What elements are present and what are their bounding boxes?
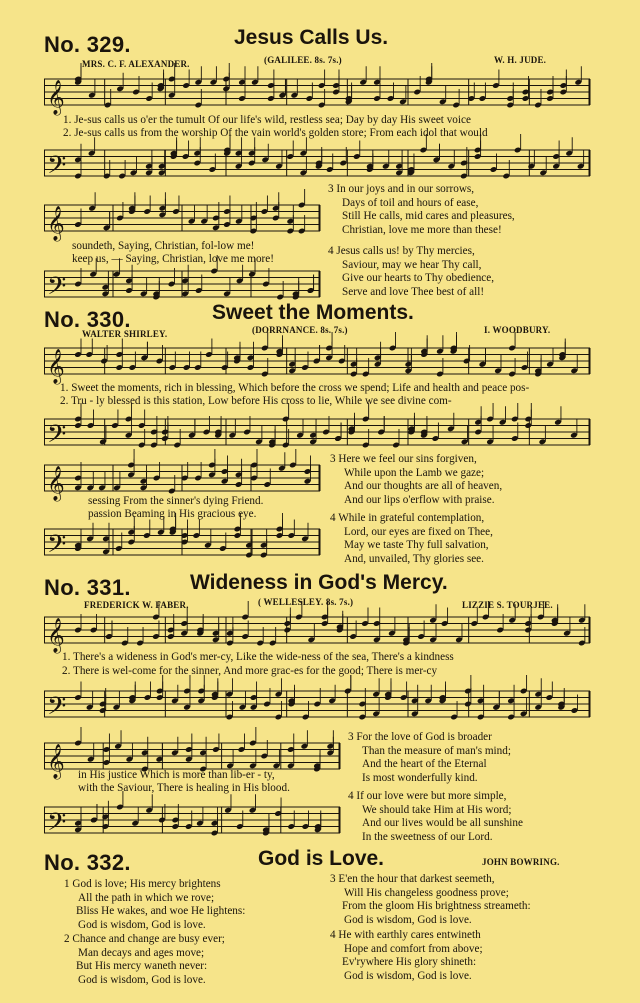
hymn-332-title: God is Love. <box>258 847 385 870</box>
hymn-332-composer: JOHN BOWRING. <box>482 857 560 867</box>
svg-text:𝄞: 𝄞 <box>47 744 65 779</box>
verse-line: God is wisdom, God is love. <box>344 969 472 982</box>
svg-text:𝄢: 𝄢 <box>47 808 67 843</box>
verse-line: Days of toil and hours of ease, <box>342 196 479 209</box>
hymn-331-lyric-line-4: with the Saviour, There is healing in His blood. <box>78 782 290 794</box>
hymn-332-verse-1 <box>64 878 245 932</box>
hymn-331-author: FREDERICK W. FABER. <box>84 600 189 610</box>
hymn-330-composer: I. WOODBURY. <box>484 325 551 335</box>
verse-line: 2 Chance and change are busy ever; <box>64 933 225 945</box>
hymn-329-staff-1 <box>44 74 590 115</box>
svg-text:𝄞: 𝄞 <box>47 466 65 501</box>
verse-line: But His mercy waneth never: <box>76 960 208 972</box>
hymn-329-lyric-line-1: 1. Je-sus calls us o'er the tumult Of our life's wild, restless sea; Day by day His sweet voice <box>63 114 471 126</box>
verse-line: Than the measure of man's mind; <box>362 744 511 757</box>
hymn-330-lyric-line-1: 1. Sweet the moments, rich in blessing, Which before the cross we spend; Life and health and peace pos- <box>60 382 530 394</box>
hymn-330-verse-3 <box>330 453 502 507</box>
hymn-331-number: No. 331. <box>44 575 131 600</box>
verse-line: Saviour, may we hear Thy call, <box>342 258 482 271</box>
svg-text:𝄢: 𝄢 <box>47 692 67 727</box>
verse-line: Lord, our eyes are fixed on Thee, <box>344 525 493 538</box>
hymn-330-staff-2 <box>44 414 590 455</box>
verse-line: Bliss He wakes, and woe He lightens: <box>76 905 246 917</box>
hymn-330-lyric-line-2: 2. Tru - ly blessed is this station, Low before His cross to lie, While we see divine com- <box>60 395 452 407</box>
verse-line: From the gloom His brightness streameth: <box>342 900 531 912</box>
verse-line: 4 Jesus calls us! by Thy mercies, <box>328 245 475 257</box>
hymn-329-lyric-line-4: keep us, — Saying, Christian, love me more! <box>72 253 274 265</box>
verse-line: And our thoughts are all of heaven, <box>344 480 503 492</box>
svg-text:𝄢: 𝄢 <box>47 272 67 307</box>
hymn-329-number: No. 329. <box>44 32 131 57</box>
svg-text:𝄢: 𝄢 <box>47 530 67 565</box>
verse-line: Man decays and ages move; <box>78 946 205 959</box>
hymn-330-title: Sweet the Moments. <box>212 301 414 324</box>
hymn-329-composer: W. H. JUDE. <box>494 55 547 65</box>
verse-line: 3 In our joys and in our sorrows, <box>328 183 475 195</box>
verse-line: 3 Here we feel our sins forgiven, <box>330 453 477 465</box>
svg-text:𝄞: 𝄞 <box>47 206 65 241</box>
hymn-332-verse-3 <box>330 873 531 927</box>
svg-text:𝄞: 𝄞 <box>47 349 65 384</box>
verse-line: 4 If our love were but more simple, <box>348 790 507 802</box>
verse-line: 1 God is love; His mercy brightens <box>64 878 221 890</box>
verse-line: And our lives would be all sunshine <box>362 817 523 829</box>
hymn-330-staff-4 <box>44 524 320 565</box>
hymn-330-staff-1 <box>44 343 590 384</box>
hymn-330-author: WALTER SHIRLEY. <box>82 329 168 339</box>
hymn-329-author: MRS. C. F. ALEXANDER. <box>82 59 190 69</box>
hymn-332-number: No. 332. <box>44 850 131 875</box>
hymn-332-verse-2 <box>64 933 225 987</box>
hymn-330-lyric-line-4: passion Beaming in His gracious eye. <box>88 508 257 520</box>
verse-line: And, unvailed, Thy glories see. <box>344 552 484 565</box>
hymn-331-staff-2 <box>44 686 590 727</box>
verse-line: Hope and comfort from above; <box>344 942 483 955</box>
hymn-329-staff-4 <box>44 266 320 307</box>
svg-text:𝄢: 𝄢 <box>47 420 67 455</box>
verse-line: God is wisdom, God is love. <box>78 973 206 986</box>
verse-line: Is most wonderfully kind. <box>362 771 478 784</box>
verse-line: 3 For the love of God is broader <box>348 731 492 743</box>
hymn-329-staff-2 <box>44 145 590 186</box>
verse-line: Give our hearts to Thy obedience, <box>342 272 495 284</box>
hymn-331-tune: ( WELLESLEY. 8s. 7s.) <box>258 597 354 607</box>
hymn-331-staff-4 <box>44 802 340 843</box>
verse-line: 4 He with earthly cares entwineth <box>330 929 481 941</box>
verse-line: God is wisdom, God is love. <box>344 913 472 926</box>
hymn-329-verse-4 <box>328 245 494 299</box>
hymn-332-verse-4 <box>330 929 483 983</box>
verse-line: And our lips o'erflow with praise. <box>344 493 495 506</box>
verse-line: 4 While in grateful contemplation, <box>330 512 485 524</box>
verse-line: Still He calls, mid cares and pleasures, <box>342 210 515 222</box>
hymn-331-verse-3 <box>348 731 511 785</box>
verse-line: While upon the Lamb we gaze; <box>344 466 485 479</box>
hymn-329-lyric-line-2: 2. Je-sus calls us from the worship Of the vain world's golden store; From each idol that would <box>63 127 488 139</box>
verse-line: Christian, love me more than these! <box>342 223 502 236</box>
verse-line: And the heart of the Eternal <box>362 758 487 770</box>
hymn-331-staff-1 <box>44 612 590 653</box>
svg-text:𝄞: 𝄞 <box>47 618 65 653</box>
hymn-331-lyric-line-3: in His justice Which is more than lib-er - ty, <box>78 769 275 781</box>
hymn-331-lyric-line-2: 2. There is wel-come for the sinner, And more grac-es for the good; There is mer-cy <box>62 665 438 677</box>
verse-line: Serve and love Thee best of all! <box>342 285 485 298</box>
verse-line: All the path in which we rove; <box>78 891 215 904</box>
verse-line: In the sweetness of our Lord. <box>362 830 493 843</box>
verse-line: 3 E'en the hour that darkest seemeth, <box>330 873 495 885</box>
svg-text:𝄞: 𝄞 <box>47 80 65 115</box>
hymn-331-title: Wideness in God's Mercy. <box>190 571 448 594</box>
verse-line: Ev'rywhere His glory shineth: <box>342 956 477 968</box>
hymn-329-title: Jesus Calls Us. <box>234 26 389 49</box>
verse-line: Will His changeless goodness prove; <box>344 886 509 899</box>
hymn-329-tune: (GALILEE. 8s. 7s.) <box>264 55 342 65</box>
hymn-330-number: No. 330. <box>44 307 131 332</box>
verse-line: God is wisdom, God is love. <box>78 918 206 931</box>
hymn-331-lyric-line-1: 1. There's a wideness in God's mer-cy, Like the wide-ness of the sea, There's a kindness <box>62 651 454 663</box>
verse-line: We should take Him at His word; <box>362 803 512 816</box>
hymn-329-verse-3 <box>328 183 515 237</box>
hymn-331-verse-4 <box>348 790 523 844</box>
svg-text:𝄢: 𝄢 <box>47 151 67 186</box>
hymn-330-tune: (DORRNANCE. 8s. 7s.) <box>252 325 348 335</box>
hymn-331-composer: LIZZIE S. TOURJEE. <box>462 600 553 610</box>
verse-line: May we taste Thy full salvation, <box>344 539 489 551</box>
hymn-330-verse-4 <box>330 512 493 566</box>
hymn-329-lyric-line-3: soundeth, Saying, Christian, fol-low me! <box>72 240 255 252</box>
hymn-329-staff-3 <box>44 200 320 241</box>
hymn-330-lyric-line-3: sessing From the sinner's dying Friend. <box>88 495 264 507</box>
